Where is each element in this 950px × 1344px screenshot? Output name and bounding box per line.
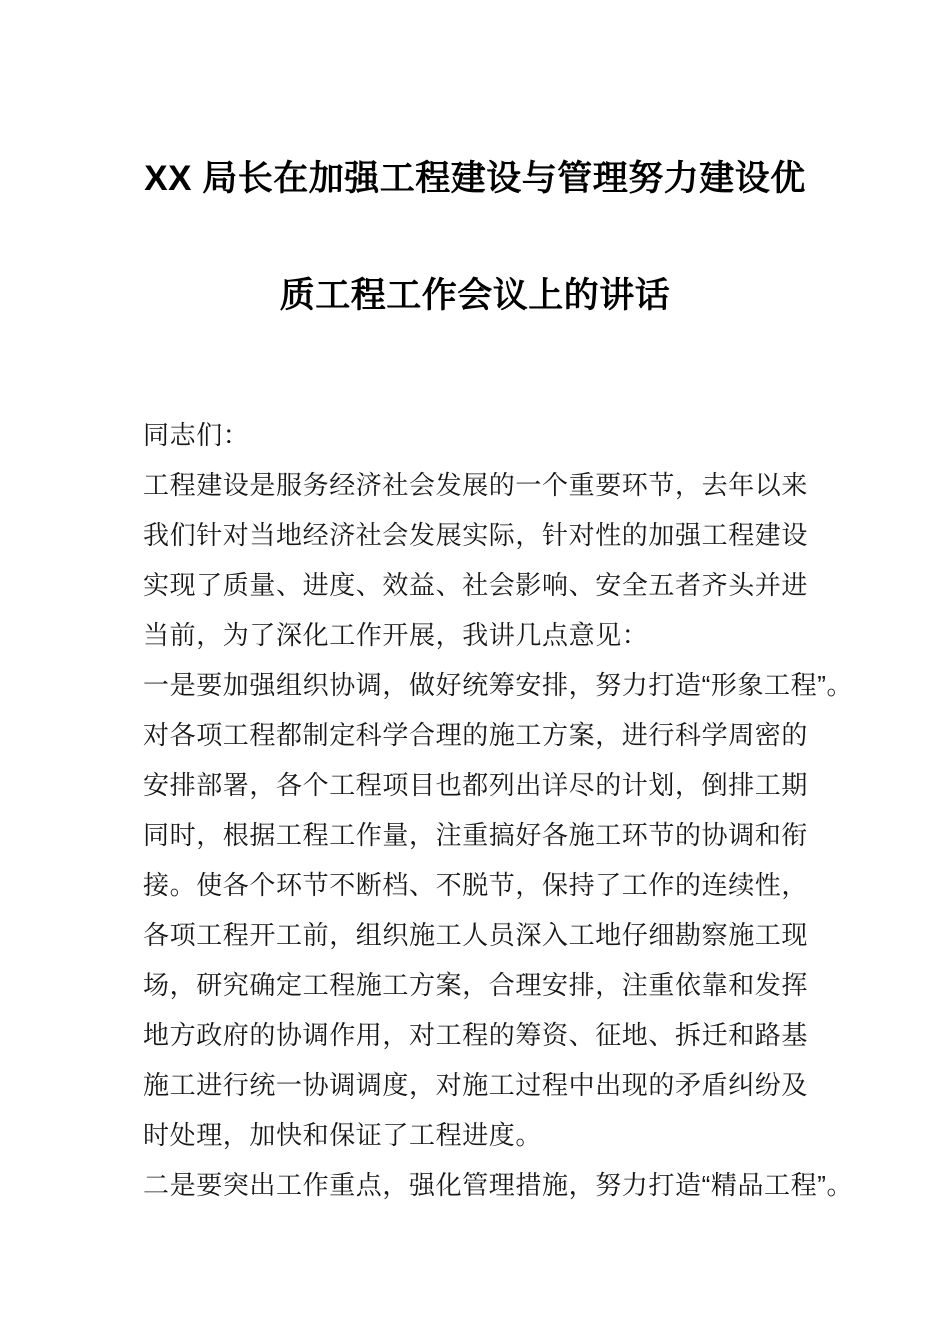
- text-line: 质工程工作会议上的讲话: [279, 276, 671, 315]
- text-line: 实现了质量、进度、效益、社会影响、安全五者齐头并进: [143, 570, 809, 600]
- text-line: 同时，根据工程工作量，注重搞好各施工环节的协调和衔: [143, 820, 809, 850]
- text-line: 一是要加强组织协调，做好统筹安排，努力打造“形象工程”。: [143, 670, 854, 700]
- paragraph: [143, 1160, 854, 1210]
- text-line: 工程建设是服务经济社会发展的一个重要环节，去年以来: [143, 470, 809, 500]
- text-line: 安排部署，各个工程项目也都列出详尽的计划，倒排工期: [143, 770, 809, 800]
- text-line: 时处理，加快和保证了工程进度。: [143, 1120, 543, 1150]
- text-line: 二是要突出工作重点，强化管理措施，努力打造“精品工程”。: [143, 1170, 854, 1200]
- text-line: 施工进行统一协调调度，对施工过程中出现的矛盾纠纷及: [143, 1070, 809, 1100]
- text-line: 场，研究确定工程施工方案，合理安排，注重依靠和发挥: [143, 970, 809, 1000]
- text-line: 接。使各个环节不断档、不脱节，保持了工作的连续性，: [143, 870, 809, 900]
- text-line: 地方政府的协调作用，对工程的筹资、征地、拆迁和路基: [143, 1020, 809, 1050]
- paragraph: [143, 660, 854, 1160]
- document-body: [143, 410, 854, 1210]
- text-line: 各项工程开工前，组织施工人员深入工地仔细勘察施工现: [143, 920, 809, 950]
- text-line: XX 局长在加强工程建设与管理努力建设优: [144, 159, 806, 198]
- text-line: 对各项工程都制定科学合理的施工方案，进行科学周密的: [143, 720, 809, 750]
- document-title: [0, 120, 950, 354]
- paragraph: [143, 460, 833, 660]
- paragraph: [143, 410, 833, 460]
- text-line: 当前，为了深化工作开展，我讲几点意见：: [143, 620, 649, 650]
- text-line: 我们针对当地经济社会发展实际，针对性的加强工程建设: [143, 520, 809, 550]
- text-line: 同志们：: [143, 420, 250, 450]
